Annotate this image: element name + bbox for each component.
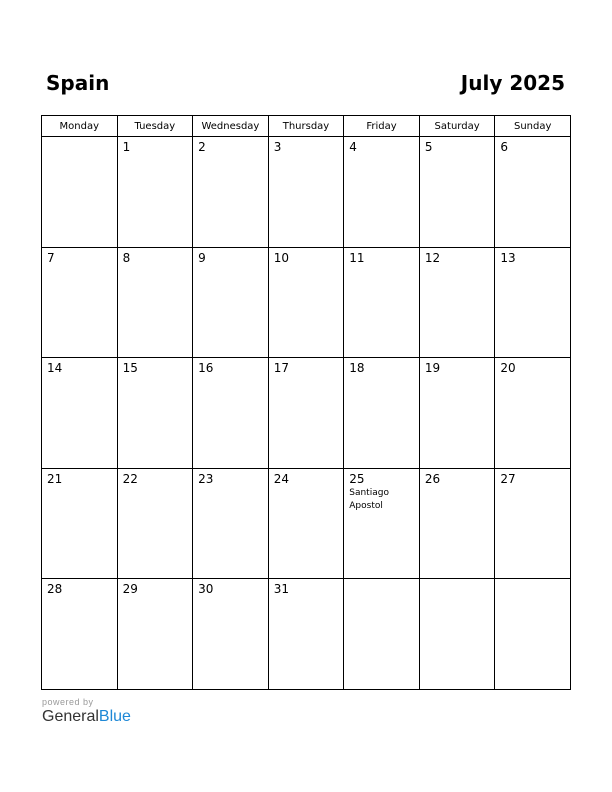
day-cell	[42, 137, 118, 248]
day-cell	[495, 468, 571, 579]
day-number: 2	[198, 140, 206, 154]
day-number: 25	[349, 471, 365, 486]
country-title: Spain	[46, 71, 110, 95]
week-row	[42, 247, 571, 358]
day-number: 24	[273, 471, 289, 486]
weekday-header: Thursday	[268, 116, 344, 137]
day-number: 7	[47, 250, 55, 265]
day-cell	[117, 137, 193, 248]
day-number: 12	[424, 250, 441, 265]
weekday-header: Monday	[42, 116, 118, 137]
day-number: 4	[349, 140, 357, 154]
day-number: 31	[273, 582, 289, 596]
week-row	[42, 137, 571, 248]
day-cell	[268, 468, 344, 579]
day-cell	[117, 579, 193, 690]
weekday-header: Saturday	[419, 116, 495, 137]
day-number: 22	[122, 471, 138, 486]
day-cell	[495, 137, 571, 248]
footer-branding	[42, 697, 131, 726]
day-cell	[193, 468, 269, 579]
weekday-header: Sunday	[495, 116, 571, 137]
day-number: 29	[122, 582, 138, 596]
day-number: 5	[424, 140, 433, 154]
day-cell	[419, 579, 495, 690]
brand-name-part2: Blue	[98, 708, 131, 725]
day-cell	[268, 137, 344, 248]
week-row	[42, 358, 571, 469]
day-number: 20	[500, 361, 516, 375]
day-cell	[193, 358, 269, 469]
day-number: 17	[273, 361, 289, 375]
day-number: 21	[47, 471, 63, 486]
day-number: 13	[500, 250, 516, 265]
day-number: 1	[122, 140, 131, 154]
day-cell	[42, 247, 118, 358]
weekday-header-row	[42, 116, 571, 137]
month-year-title: July 2025	[460, 71, 565, 95]
day-cell	[117, 468, 193, 579]
week-row	[42, 579, 571, 690]
day-cell	[495, 579, 571, 690]
brand-name-part1: General	[42, 708, 99, 725]
day-number: 14	[47, 361, 63, 375]
day-number: 23	[198, 471, 214, 486]
day-cell	[344, 137, 420, 248]
day-cell	[268, 247, 344, 358]
day-number: 26	[424, 471, 441, 486]
day-cell	[495, 247, 571, 358]
day-number: 19	[424, 361, 441, 375]
weekday-header: Friday	[344, 116, 420, 137]
day-cell	[344, 468, 420, 579]
day-number: 9	[198, 250, 206, 265]
day-number: 18	[349, 361, 365, 375]
day-number: 15	[122, 361, 138, 375]
day-number: 16	[198, 361, 214, 375]
day-cell	[419, 247, 495, 358]
brand-logo	[42, 708, 131, 726]
day-cell	[193, 137, 269, 248]
day-cell	[42, 579, 118, 690]
day-cell	[344, 579, 420, 690]
powered-by-text: powered by	[42, 697, 94, 707]
day-cell	[117, 247, 193, 358]
day-cell	[419, 358, 495, 469]
day-cell	[117, 358, 193, 469]
weekday-header: Wednesday	[193, 116, 269, 137]
weekday-header: Tuesday	[117, 116, 193, 137]
day-number: 3	[273, 140, 282, 154]
day-number: 30	[198, 582, 214, 596]
calendar-grid	[41, 115, 571, 690]
day-cell	[344, 358, 420, 469]
day-cell	[495, 358, 571, 469]
day-cell	[268, 358, 344, 469]
day-cell	[193, 579, 269, 690]
holiday-label: Santiago Apostol	[349, 487, 389, 511]
day-number: 28	[47, 582, 63, 596]
day-number: 8	[122, 250, 131, 265]
day-cell	[344, 247, 420, 358]
day-number: 6	[500, 140, 509, 154]
day-number: 10	[273, 250, 289, 265]
day-cell	[42, 358, 118, 469]
day-cell	[419, 137, 495, 248]
day-number: 11	[349, 250, 365, 265]
day-cell	[42, 468, 118, 579]
day-cell	[268, 579, 344, 690]
day-cell	[419, 468, 495, 579]
week-row	[42, 468, 571, 579]
day-number: 27	[500, 471, 516, 486]
day-cell	[193, 247, 269, 358]
